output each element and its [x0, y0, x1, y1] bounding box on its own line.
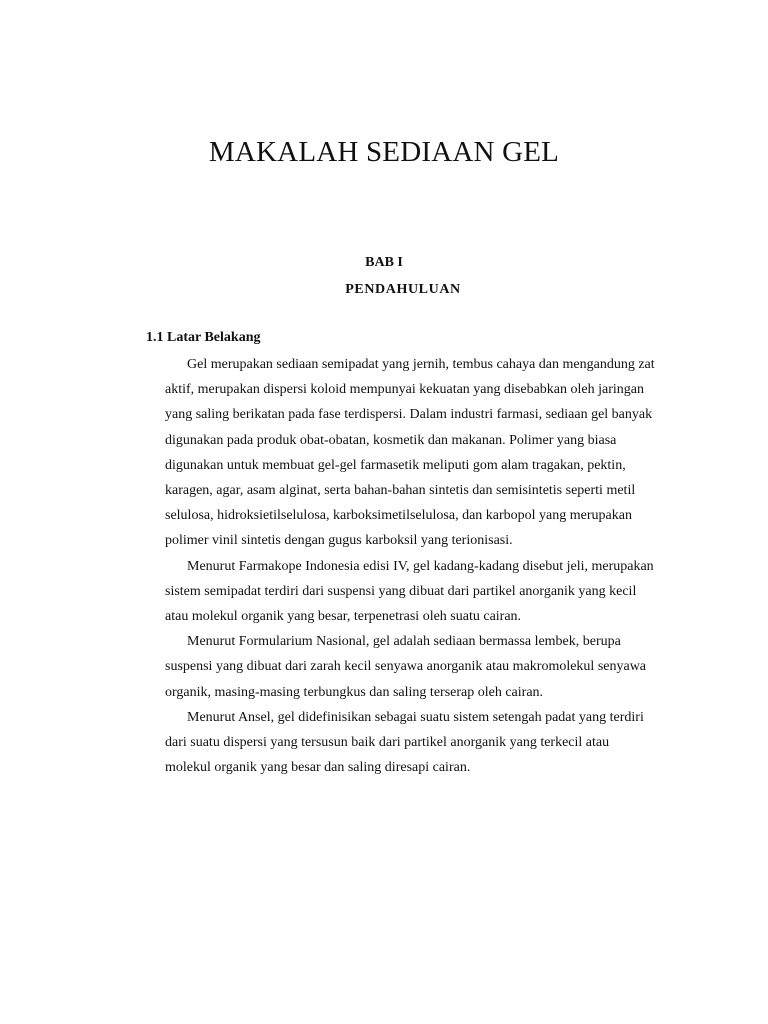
paragraph-4: Menurut Ansel, gel didefinisikan sebagai suatu sistem setengah padat yang terdiri dari suatu dispersi yang tersusun baik dari partikel anorganik yang terkecil atau molekul organik yang besar dan saling diresapi cairan.	[165, 709, 644, 776]
chapter-title: PENDAHULUAN	[345, 282, 461, 297]
paragraph-2: Menurut Farmakope Indonesia edisi IV, gel kadang-kadang disebut jeli, merupakan sistem semipadat terdiri dari suspensi yang dibuat dari partikel anorganik yang kecil atau molekul organik yang besar, terpenetrasi oleh suatu cairan.	[165, 558, 654, 625]
document-title: MAKALAH SEDIAAN GEL	[208, 136, 560, 168]
chapter-number: BAB I	[365, 255, 403, 270]
body-text	[165, 352, 655, 780]
paragraph-3: Menurut Formularium Nasional, gel adalah sediaan bermassa lembek, berupa suspensi yang dibuat dari zarah kecil senyawa anorganik atau makromolekul senyawa organik, masing-masing terbungkus dan saling terserap oleh cairan.	[165, 634, 647, 700]
paragraph-1: Gel merupakan sediaan semipadat yang jernih, tembus cahaya dan mengandung zat aktif, merupakan dispersi koloid mempunyai kekuatan yang disebabkan oleh jaringan yang saling berikatan pada fase terdispersi. Dalam industri farmasi, sediaan gel banyak digunakan pada produk obat-obatan, kosmetik dan makanan. Polimer yang biasa digunakan untuk membuat gel-gel farmasetik meliputi gom alam tragakan, pektin, karagen, agar, asam alginat, serta bahan-bahan sintetis dan semisintetis seperti metil selulosa, hidroksietilselulosa, karboksimetilselulosa, dan karbopol yang merupakan polimer vinil sintetis dengan gugus karboksil yang terionisasi.	[165, 357, 655, 549]
section-heading: 1.1 Latar Belakang	[146, 330, 261, 345]
